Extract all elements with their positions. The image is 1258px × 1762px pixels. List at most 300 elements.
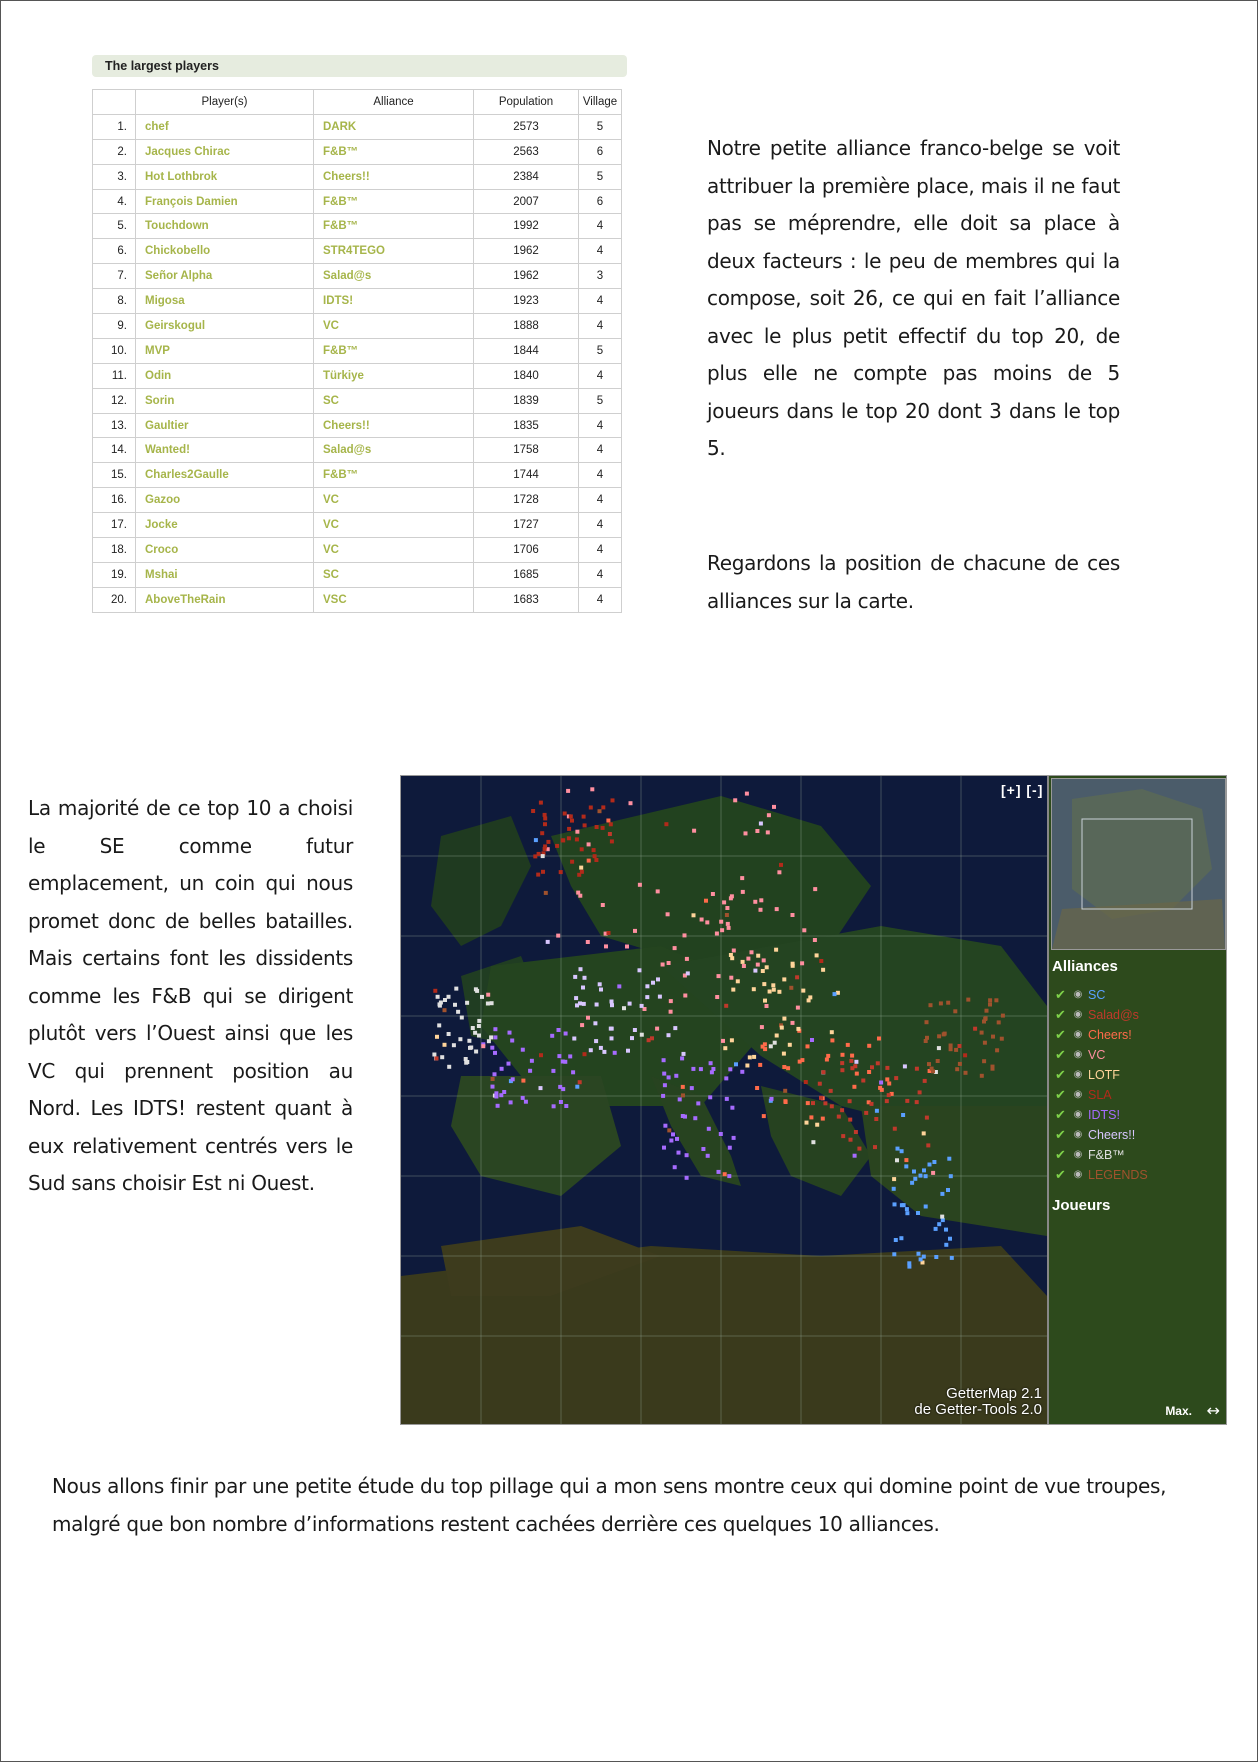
village-marker xyxy=(629,801,633,805)
village-marker xyxy=(745,792,749,796)
cell-alliance[interactable]: SC xyxy=(314,388,474,413)
village-marker xyxy=(599,1046,603,1050)
village-marker xyxy=(748,1055,752,1059)
village-marker xyxy=(575,837,579,841)
village-marker xyxy=(733,798,737,802)
eye-icon[interactable]: ◉ xyxy=(1073,1089,1083,1100)
village-marker xyxy=(988,1003,992,1007)
village-marker xyxy=(510,1039,514,1043)
village-marker xyxy=(601,805,605,809)
cell-alliance[interactable]: Salad@s xyxy=(314,264,474,289)
village-marker xyxy=(910,1181,914,1185)
village-marker xyxy=(922,1168,926,1172)
cell-player[interactable]: Señor Alpha xyxy=(136,264,314,289)
table-row xyxy=(93,388,622,413)
village-marker xyxy=(555,844,559,848)
village-marker xyxy=(904,1158,908,1162)
village-marker xyxy=(567,836,571,840)
table-row xyxy=(93,538,622,563)
village-marker xyxy=(543,822,547,826)
village-marker xyxy=(656,889,660,893)
village-marker xyxy=(991,1065,995,1069)
village-marker xyxy=(758,1063,762,1067)
map-canvas[interactable] xyxy=(401,776,1047,1424)
village-marker xyxy=(551,1069,555,1073)
eye-icon[interactable]: ◉ xyxy=(1073,1149,1083,1160)
village-marker xyxy=(667,1128,671,1132)
village-marker xyxy=(570,860,574,864)
village-marker xyxy=(994,998,998,1002)
village-marker xyxy=(680,1056,684,1060)
village-marker xyxy=(913,1177,917,1181)
village-marker xyxy=(493,1027,497,1031)
cell-population: 2384 xyxy=(474,164,579,189)
village-marker xyxy=(521,1048,525,1052)
cell-player[interactable]: François Damien xyxy=(136,189,314,214)
village-marker xyxy=(710,1070,714,1074)
village-marker xyxy=(802,928,806,932)
cell-population: 1992 xyxy=(474,214,579,239)
table-title: The largest players xyxy=(92,55,627,77)
village-marker xyxy=(477,1019,481,1023)
village-marker xyxy=(678,1097,682,1101)
village-marker xyxy=(830,1038,834,1042)
village-marker xyxy=(587,842,591,846)
cell-rank: 20. xyxy=(93,587,136,612)
village-marker xyxy=(954,1048,958,1052)
eye-icon[interactable]: ◉ xyxy=(1073,989,1083,1000)
village-marker xyxy=(700,918,704,922)
cell-player[interactable]: Wanted! xyxy=(136,438,314,463)
village-marker xyxy=(610,1003,614,1007)
village-marker xyxy=(546,840,550,844)
village-marker xyxy=(564,1032,568,1036)
legend-label: LEGENDS xyxy=(1088,1168,1148,1182)
eye-icon[interactable]: ◉ xyxy=(1073,1009,1083,1020)
village-marker xyxy=(490,1046,494,1050)
village-marker xyxy=(762,958,766,962)
europe-map-image xyxy=(401,776,1047,1424)
village-marker xyxy=(571,1070,575,1074)
village-marker xyxy=(955,1067,959,1071)
cell-rank: 12. xyxy=(93,388,136,413)
cell-alliance[interactable]: F&B™ xyxy=(314,189,474,214)
cell-player[interactable]: chef xyxy=(136,114,314,139)
cell-player[interactable]: Sorin xyxy=(136,388,314,413)
legend-item[interactable] xyxy=(1055,1005,1148,1025)
village-marker xyxy=(610,839,614,843)
village-marker xyxy=(575,1003,579,1007)
village-marker xyxy=(598,809,602,813)
cell-player[interactable]: Jacques Chirac xyxy=(136,139,314,164)
cell-rank: 14. xyxy=(93,438,136,463)
cell-alliance[interactable]: Türkiye xyxy=(314,363,474,388)
cell-alliance[interactable]: F&B™ xyxy=(314,139,474,164)
village-marker xyxy=(725,913,729,917)
village-marker xyxy=(931,1069,935,1073)
village-marker xyxy=(611,798,615,802)
cell-alliance[interactable]: STR4TEGO xyxy=(314,239,474,264)
village-marker xyxy=(625,945,629,949)
village-marker xyxy=(726,922,730,926)
cell-player[interactable]: Chickobello xyxy=(136,239,314,264)
village-marker xyxy=(559,1100,563,1104)
village-marker xyxy=(432,1053,436,1057)
table-row xyxy=(93,587,622,612)
village-marker xyxy=(789,986,793,990)
village-marker xyxy=(573,975,577,979)
cell-player[interactable]: Gaultier xyxy=(136,413,314,438)
cell-player[interactable]: Odin xyxy=(136,363,314,388)
village-marker xyxy=(850,1054,854,1058)
cell-village: 4 xyxy=(579,314,622,339)
village-marker xyxy=(493,1072,497,1076)
village-marker xyxy=(475,989,479,993)
village-marker xyxy=(928,1163,932,1167)
village-marker xyxy=(599,988,603,992)
village-marker xyxy=(507,1062,511,1066)
village-marker xyxy=(805,1121,809,1125)
village-marker xyxy=(937,1034,941,1038)
cell-population: 1744 xyxy=(474,463,579,488)
village-marker xyxy=(756,963,760,967)
village-marker xyxy=(875,1109,879,1113)
village-marker xyxy=(725,906,729,910)
village-marker xyxy=(593,854,597,858)
village-marker xyxy=(949,1174,953,1178)
eye-icon[interactable]: ◉ xyxy=(1073,1049,1083,1060)
village-marker xyxy=(950,1256,954,1260)
village-marker xyxy=(944,1243,948,1247)
village-marker xyxy=(755,829,759,833)
village-marker xyxy=(823,1101,827,1105)
village-marker xyxy=(696,1101,700,1105)
check-icon[interactable]: ✔ xyxy=(1055,1027,1066,1042)
cell-population: 1962 xyxy=(474,239,579,264)
village-marker xyxy=(443,998,447,1002)
village-marker xyxy=(759,898,763,902)
village-marker xyxy=(447,1032,451,1036)
cell-player[interactable]: MVP xyxy=(136,338,314,363)
cell-village: 4 xyxy=(579,463,622,488)
village-marker xyxy=(750,950,754,954)
village-marker xyxy=(683,994,687,998)
village-marker xyxy=(753,969,757,973)
village-marker xyxy=(949,1047,953,1051)
village-marker xyxy=(995,1048,999,1052)
village-marker xyxy=(855,1072,859,1076)
village-marker xyxy=(487,1039,491,1043)
cell-alliance[interactable]: SC xyxy=(314,562,474,587)
minimap-image xyxy=(1052,779,1225,949)
village-marker xyxy=(798,1060,802,1064)
village-marker xyxy=(782,1052,786,1056)
village-marker xyxy=(561,838,565,842)
village-marker xyxy=(926,1143,930,1147)
village-marker xyxy=(493,1051,497,1055)
village-marker xyxy=(806,1044,810,1048)
village-marker xyxy=(579,967,583,971)
village-marker xyxy=(722,900,726,904)
village-marker xyxy=(729,953,733,957)
village-marker xyxy=(556,934,560,938)
eye-icon[interactable]: ◉ xyxy=(1073,1029,1083,1040)
village-marker xyxy=(919,1257,923,1261)
zoom-controls[interactable]: [+] [-] xyxy=(1001,782,1044,798)
cell-rank: 8. xyxy=(93,289,136,314)
legend-item[interactable] xyxy=(1055,1025,1148,1045)
village-marker xyxy=(582,1002,586,1006)
village-marker xyxy=(662,1058,666,1062)
village-marker xyxy=(763,1042,767,1046)
cell-player[interactable]: Mshai xyxy=(136,562,314,587)
village-marker xyxy=(732,1136,736,1140)
village-marker xyxy=(734,1062,738,1066)
village-marker xyxy=(728,1067,732,1071)
village-marker xyxy=(727,1174,731,1178)
cell-population: 1844 xyxy=(474,338,579,363)
village-marker xyxy=(870,1102,874,1106)
check-icon[interactable]: ✔ xyxy=(1055,1167,1066,1182)
legend-item[interactable] xyxy=(1055,1125,1148,1145)
cell-population: 1706 xyxy=(474,538,579,563)
cell-alliance[interactable]: F&B™ xyxy=(314,338,474,363)
village-marker xyxy=(577,873,581,877)
village-marker xyxy=(521,1079,525,1083)
cell-player[interactable]: Geirskogul xyxy=(136,314,314,339)
cell-alliance[interactable]: VC xyxy=(314,513,474,538)
village-marker xyxy=(708,1095,712,1099)
cell-alliance[interactable]: VC xyxy=(314,488,474,513)
village-marker xyxy=(983,1041,987,1045)
village-marker xyxy=(791,913,795,917)
village-marker xyxy=(762,1114,766,1118)
check-icon[interactable]: ✔ xyxy=(1055,1147,1066,1162)
village-marker xyxy=(717,974,721,978)
alliances-heading: Alliances xyxy=(1052,958,1118,975)
village-marker xyxy=(673,1026,677,1030)
village-marker xyxy=(626,1049,630,1053)
village-marker xyxy=(528,1069,532,1073)
cell-rank: 7. xyxy=(93,264,136,289)
village-marker xyxy=(782,1065,786,1069)
village-marker xyxy=(587,859,591,863)
village-marker xyxy=(610,1027,614,1031)
cell-alliance[interactable]: DARK xyxy=(314,114,474,139)
village-marker xyxy=(593,1021,597,1025)
village-marker xyxy=(559,870,563,874)
village-marker xyxy=(848,1099,852,1103)
legend-item[interactable] xyxy=(1055,1145,1148,1165)
village-marker xyxy=(854,1060,858,1064)
eye-icon[interactable]: ◉ xyxy=(1073,1129,1083,1140)
village-marker xyxy=(521,1096,525,1100)
check-icon[interactable]: ✔ xyxy=(1055,1007,1066,1022)
village-marker xyxy=(550,1034,554,1038)
village-marker xyxy=(674,1074,678,1078)
village-marker xyxy=(661,1094,665,1098)
village-marker xyxy=(490,1001,494,1005)
cell-alliance[interactable]: F&B™ xyxy=(314,214,474,239)
village-marker xyxy=(728,1146,732,1150)
village-marker xyxy=(895,1158,899,1162)
village-marker xyxy=(892,1252,896,1256)
village-marker xyxy=(786,1066,790,1070)
village-marker xyxy=(811,1101,815,1105)
cell-village: 5 xyxy=(579,338,622,363)
legend-item[interactable] xyxy=(1055,985,1148,1005)
eye-icon[interactable]: ◉ xyxy=(1073,1109,1083,1120)
legend-item[interactable] xyxy=(1055,1065,1148,1085)
cell-alliance[interactable]: Cheers!! xyxy=(314,164,474,189)
cell-alliance[interactable]: Cheers!! xyxy=(314,413,474,438)
village-marker xyxy=(840,1068,844,1072)
village-marker xyxy=(690,1086,694,1090)
village-marker xyxy=(744,831,748,835)
village-marker xyxy=(924,1205,928,1209)
village-marker xyxy=(894,1076,898,1080)
header-rank xyxy=(93,90,136,115)
cell-player[interactable]: Croco xyxy=(136,538,314,563)
legend-item[interactable] xyxy=(1055,1165,1148,1185)
village-marker xyxy=(852,1085,856,1089)
legend-item[interactable] xyxy=(1055,1045,1148,1065)
cell-alliance[interactable]: Salad@s xyxy=(314,438,474,463)
village-marker xyxy=(575,1085,579,1089)
cell-player[interactable]: Hot Lothbrok xyxy=(136,164,314,189)
village-marker xyxy=(982,1059,986,1063)
cell-player[interactable]: Touchdown xyxy=(136,214,314,239)
cell-alliance[interactable]: VC xyxy=(314,538,474,563)
cell-alliance[interactable]: VSC xyxy=(314,587,474,612)
village-marker xyxy=(763,1047,767,1051)
check-icon[interactable]: ✔ xyxy=(1055,1127,1066,1142)
village-marker xyxy=(667,1075,671,1079)
village-marker xyxy=(500,1067,504,1071)
village-marker xyxy=(604,944,608,948)
village-marker xyxy=(918,1090,922,1094)
village-marker xyxy=(944,1228,948,1232)
village-marker xyxy=(563,812,567,816)
eye-icon[interactable]: ◉ xyxy=(1073,1069,1083,1080)
village-marker xyxy=(456,1010,460,1014)
cell-alliance[interactable]: F&B™ xyxy=(314,463,474,488)
cell-player[interactable]: AboveTheRain xyxy=(136,587,314,612)
village-marker xyxy=(701,1147,705,1151)
table-row xyxy=(93,289,622,314)
village-marker xyxy=(601,826,605,830)
village-marker xyxy=(791,1021,795,1025)
village-marker xyxy=(885,1099,889,1103)
village-marker xyxy=(467,1039,471,1043)
village-marker xyxy=(806,1101,810,1105)
village-marker xyxy=(685,1176,689,1180)
village-marker xyxy=(850,1066,854,1070)
village-marker xyxy=(638,883,642,887)
check-icon[interactable]: ✔ xyxy=(1055,1067,1066,1082)
cell-village: 6 xyxy=(579,139,622,164)
village-marker xyxy=(840,1061,844,1065)
village-marker xyxy=(766,830,770,834)
village-marker xyxy=(723,1046,727,1050)
village-marker xyxy=(541,854,545,858)
village-marker xyxy=(477,1024,481,1028)
village-marker xyxy=(473,1031,477,1035)
cell-rank: 16. xyxy=(93,488,136,513)
cell-village: 5 xyxy=(579,114,622,139)
cell-rank: 17. xyxy=(93,513,136,538)
expand-arrow-icon[interactable]: ↔ xyxy=(1206,1401,1220,1420)
village-marker xyxy=(664,822,668,826)
village-marker xyxy=(682,1052,686,1056)
village-marker xyxy=(579,866,583,870)
village-marker xyxy=(877,1037,881,1041)
intro-paragraph: Notre petite alliance franco-belge se voit attribuer la première place, mais il ne faut pas se méprendre, elle doit sa place à deux facteurs : le peu de membres qui la compose, soit 26, ce qui en fait l’alliance avec le plus petit effectif du top 20, de plus elle ne compte pas moins de 5 joueurs dans le top 20 dont 3 dans le top 5. xyxy=(707,136,1120,460)
village-marker xyxy=(610,1036,614,1040)
cell-village: 3 xyxy=(579,264,622,289)
minimap[interactable] xyxy=(1051,778,1226,950)
cell-player[interactable]: Jocke xyxy=(136,513,314,538)
village-marker xyxy=(775,1034,779,1038)
village-marker xyxy=(940,1192,944,1196)
village-marker xyxy=(765,1004,769,1008)
village-marker xyxy=(874,1117,878,1121)
village-marker xyxy=(946,1188,950,1192)
check-icon[interactable]: ✔ xyxy=(1055,1047,1066,1062)
village-marker xyxy=(443,1008,447,1012)
village-marker xyxy=(567,827,571,831)
max-button[interactable]: Max. xyxy=(1165,1404,1192,1418)
cell-player[interactable]: Gazoo xyxy=(136,488,314,513)
village-marker xyxy=(796,1006,800,1010)
village-marker xyxy=(925,1116,929,1120)
village-marker xyxy=(699,1067,703,1071)
village-marker xyxy=(936,1059,940,1063)
cell-player[interactable]: Charles2Gaulle xyxy=(136,463,314,488)
village-marker xyxy=(508,1031,512,1035)
village-marker xyxy=(544,891,548,895)
village-marker xyxy=(436,995,440,999)
village-marker xyxy=(540,831,544,835)
village-marker xyxy=(876,1061,880,1065)
check-icon[interactable]: ✔ xyxy=(1055,1087,1066,1102)
cell-alliance[interactable]: IDTS! xyxy=(314,289,474,314)
village-marker xyxy=(633,1028,637,1032)
village-marker xyxy=(566,789,570,793)
legend-item[interactable] xyxy=(1055,1085,1148,1105)
village-marker xyxy=(948,1237,952,1241)
cell-player[interactable]: Migosa xyxy=(136,289,314,314)
village-marker xyxy=(853,1154,857,1158)
legend-item[interactable] xyxy=(1055,1105,1148,1125)
village-marker xyxy=(932,1160,936,1164)
village-marker xyxy=(934,1227,938,1231)
village-marker xyxy=(800,961,804,965)
village-marker xyxy=(791,962,795,966)
eye-icon[interactable]: ◉ xyxy=(1073,1169,1083,1180)
village-marker xyxy=(753,900,757,904)
check-icon[interactable]: ✔ xyxy=(1055,1107,1066,1122)
cell-rank: 11. xyxy=(93,363,136,388)
cell-village: 4 xyxy=(579,587,622,612)
village-marker xyxy=(912,1170,916,1174)
village-marker xyxy=(681,1093,685,1097)
check-icon[interactable]: ✔ xyxy=(1055,987,1066,1002)
cell-alliance[interactable]: VC xyxy=(314,314,474,339)
conclusion-paragraph: Nous allons finir par une petite étude du top pillage qui a mon sens montre ceux qui domine point de vue troupes, malgré que bon nombre d’informations restent cachées derrière ces quelques 10 alliances. xyxy=(52,1474,1167,1536)
village-marker xyxy=(740,876,744,880)
village-marker xyxy=(837,1115,841,1119)
